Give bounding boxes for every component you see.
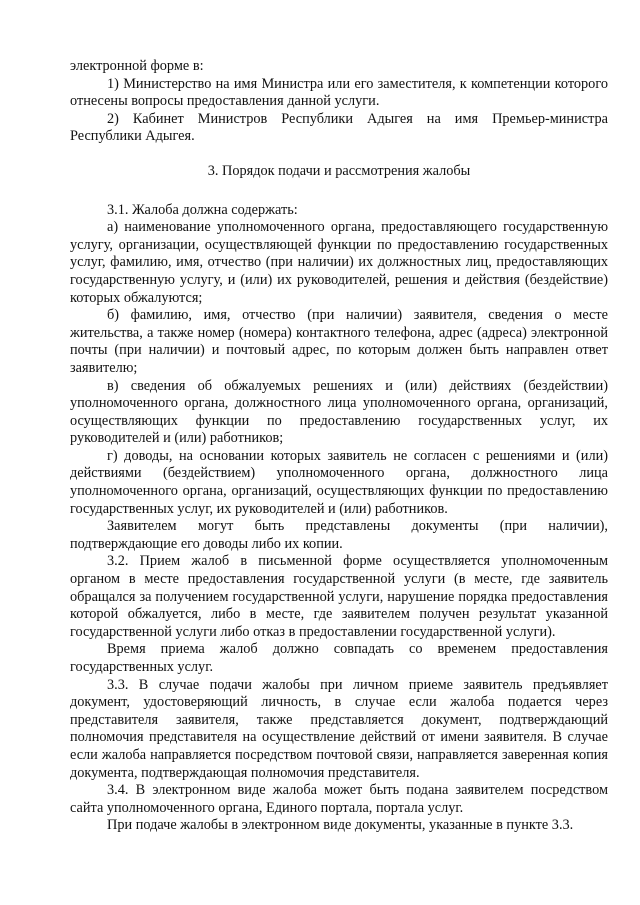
section-heading: 3. Порядок подачи и рассмотрения жалобы [207, 162, 471, 179]
paragraph-3-1-g: г) доводы, на основании которых заявитель не согласен с решениями и (или) действиями (бездействием) уполномоченного органа, должностного лица уполномоченного органа, организаций, осуществляющих функции по предоставлению государственных услуг, их руководителей и (или) работников. [70, 447, 608, 517]
paragraph-3-3: 3.3. В случае подачи жалобы при личном приеме заявитель предъявляет документ, удостоверяющий личность, в случае если жалоба подается через представителя заявителя, также представляется документ, подтверждающий полномочия представителя на осуществление действий от имени заявителя. В случае если жалоба направляется посредством почтовой связи, направляется заверенная копия документа, подтверждающая полномочия представителя. [70, 676, 608, 781]
paragraph-3-4: 3.4. В электронном виде жалоба может быть подана заявителем посредством сайта уполномоченного органа, Единого портала, портала услуг. [70, 782, 608, 816]
paragraph-3-2-time: Время приема жалоб должно совпадать со временем предоставления государственных услуг. [70, 641, 608, 675]
paragraph-3-1-v: в) сведения об обжалуемых решениях и (или) действиях (бездействии) уполномоченного органа, должностного лица уполномоченного органа, организаций, осуществляющих функции по предоставлению государственных услуг, их руководителей и (или) работников; [70, 377, 608, 447]
document-page [70, 58, 608, 835]
paragraph-3-1-documents: Заявителем могут быть представлены документы (при наличии), подтверждающие его доводы либо их копии. [70, 518, 608, 552]
paragraph-3-1-a: а) наименование уполномоченного органа, предоставляющего государственную услугу, организации, осуществляющей функции по предоставлению государственных услуг, фамилию, имя, отчество (при наличии) их должностных лиц, предоставляющих государственную услугу, и (или) их руководителей, решения и действия (бездействие) которых обжалуются; [70, 219, 608, 306]
spacer [70, 181, 608, 202]
spacer [70, 146, 608, 163]
paragraph-3-1-b: б) фамилию, имя, отчество (при наличии) заявителя, сведения о месте жительства, а также номер (номера) контактного телефона, адрес (адреса) электронной почты (при наличии) и почтовый адрес, по которым должен быть направлен ответ заявителю; [70, 307, 608, 376]
paragraph-3-1: 3.1. Жалоба должна содержать: [107, 201, 298, 218]
paragraph-item-1: 1) Министерство на имя Министра или его заместителя, к компетенции которого отнесены вопросы предоставления данной услуги. [70, 75, 608, 110]
paragraph-intro: электронной форме в: [70, 58, 204, 74]
paragraph-3-2: 3.2. Прием жалоб в письменной форме осуществляется уполномоченным органом в месте предоставления государственной услуги (в месте, где заявитель обращался за получением государственной услуги, нарушение порядка предоставления которой обжалуется, либо в месте, где заявителем получен результат указанной государственной услуги либо отказ в предоставлении государственной услуги). [70, 553, 608, 640]
paragraph-3-4-electronic: При подаче жалобы в электронном виде документы, указанные в пункте 3.3. [107, 817, 574, 834]
paragraph-item-2: 2) Кабинет Министров Республики Адыгея на имя Премьер-министра Республики Адыгея. [70, 110, 608, 145]
